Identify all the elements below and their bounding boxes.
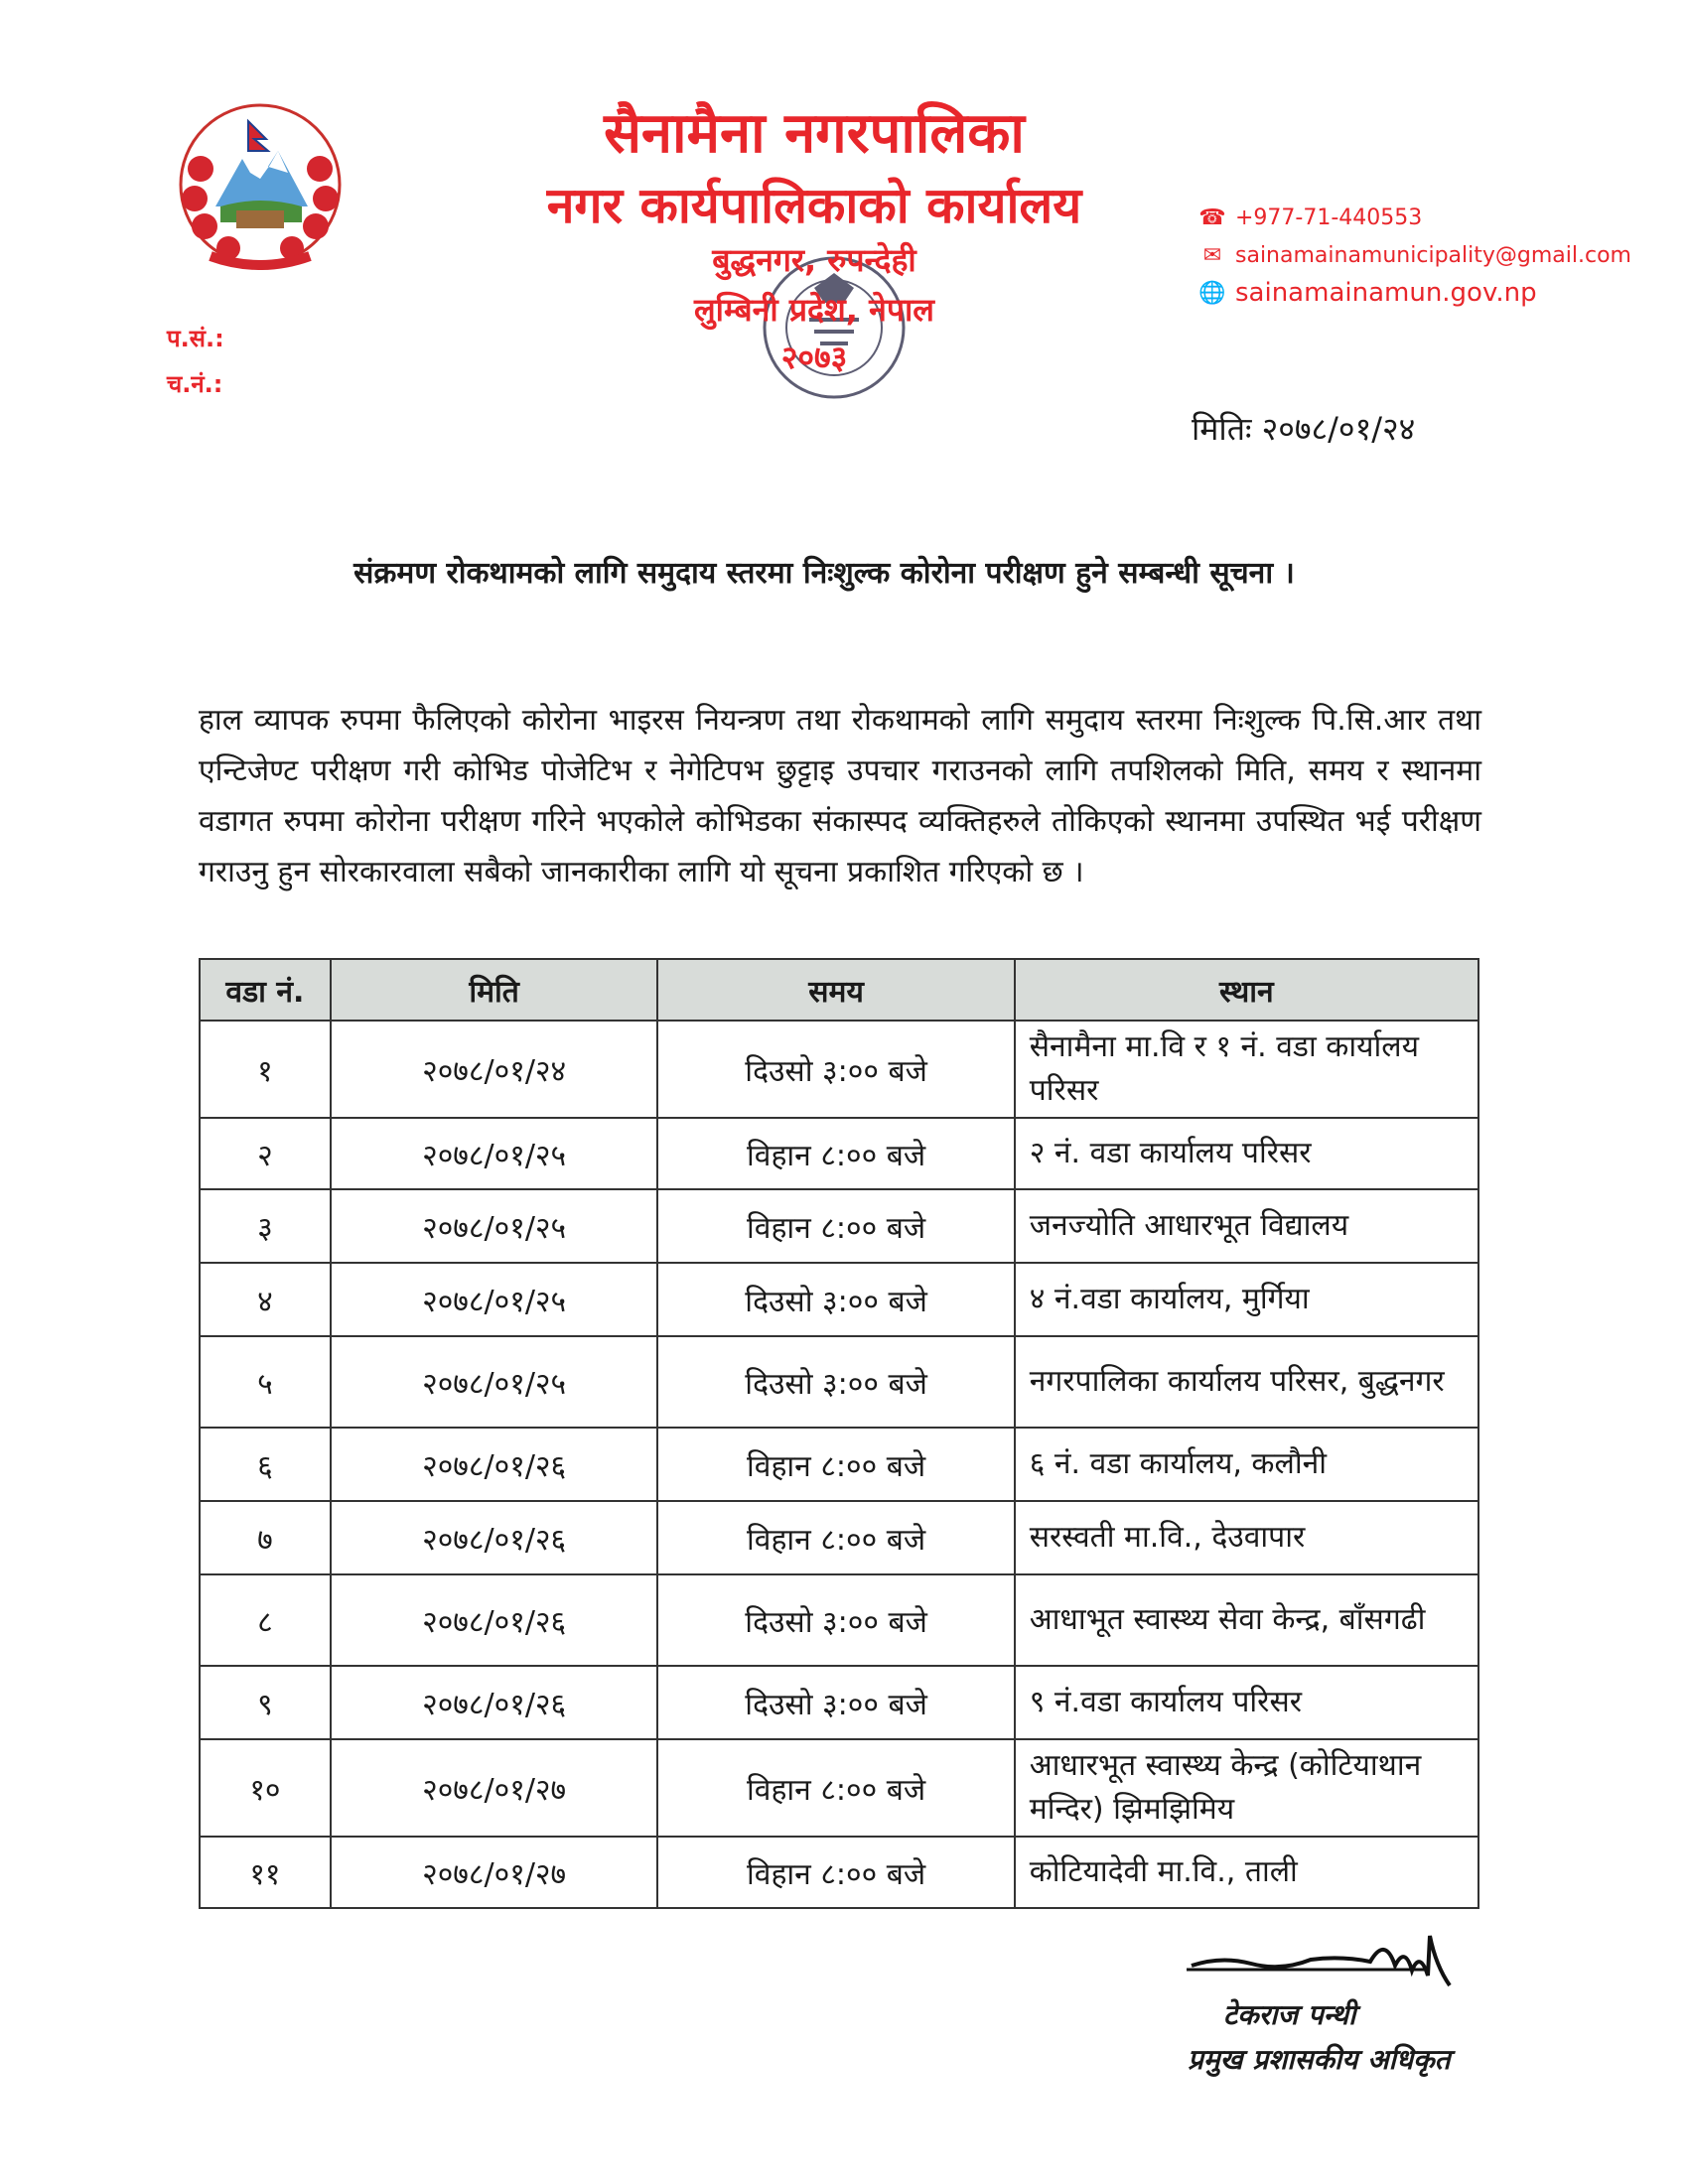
testing-schedule-table xyxy=(199,958,1479,1909)
document-date: मितिः २०७८/०१/२४ xyxy=(1192,410,1416,448)
table-row xyxy=(200,1263,1478,1336)
chalani-number-label: च.नं.: xyxy=(167,370,223,398)
header-time: समय xyxy=(657,959,1014,1021)
cell-time: विहान ८:०० बजे xyxy=(657,1428,1014,1501)
cell-time: विहान ८:०० बजे xyxy=(657,1501,1014,1574)
cell-ward: ११ xyxy=(200,1837,331,1908)
cell-place: नगरपालिका कार्यालय परिसर, बुद्धनगर xyxy=(1015,1336,1478,1428)
cell-place: ४ नं.वडा कार्यालय, मुर्गिया xyxy=(1015,1263,1478,1336)
email-address[interactable]: sainamainamunicipality@gmail.com xyxy=(1235,242,1631,268)
address-line-1: बुद्धनगर, रुपन्देही xyxy=(712,241,916,279)
table-row xyxy=(200,1428,1478,1501)
table-row xyxy=(200,1501,1478,1574)
notice-body: हाल व्यापक रुपमा फैलिएको कोरोना भाइरस नियन्त्रण तथा रोकथामको लागि समुदाय स्तरमा निःशुल्क पि.सि.आर तथा एन्टिजेण्ट परीक्षण गरी कोभिड पोजेटिभ र नेगेटिपभ छुट्टाइ उपचार गराउनको लागि तपशिलको मिति, समय र स्थानमा वडागत रुपमा कोरोना परीक्षण गरिने भएकोले कोभिडका संकास्पद व्यक्तिहरुले तोकिएको स्थानमा उपस्थित भई परीक्षण गराउनु हुन सोरकारवाला सबैको जानकारीका लागि यो सूचना प्रकाशित गरिएको छ । xyxy=(199,703,1481,889)
cell-place: आधारभूत स्वास्थ्य केन्द्र (कोटियाथान मन्दिर) झिमझिमिय xyxy=(1015,1739,1478,1837)
cell-ward: १० xyxy=(200,1739,331,1837)
cell-place: आधाभूत स्वास्थ्य सेवा केन्द्र, बाँसगढी xyxy=(1015,1574,1478,1666)
table-row xyxy=(200,1336,1478,1428)
table-row xyxy=(200,1021,1478,1118)
header-ward: वडा नं. xyxy=(200,959,331,1021)
cell-ward: १ xyxy=(200,1021,331,1118)
table-row xyxy=(200,1837,1478,1908)
nepal-emblem-icon xyxy=(171,99,350,270)
notice-subject: संक्रमण रोकथामको लागि समुदाय स्तरमा निःशुल्क कोरोना परीक्षण हुने सम्बन्धी सूचना । xyxy=(353,556,1295,591)
patra-sankhya-label: प.सं.: xyxy=(167,325,224,352)
signatory-designation: प्रमुख प्रशासकीय अधिकृत xyxy=(1188,2043,1451,2076)
header-date: मिति xyxy=(331,959,658,1021)
cell-place: जनज्योति आधारभूत विद्यालय xyxy=(1015,1189,1478,1263)
table-row xyxy=(200,1189,1478,1263)
cell-date: २०७८/०१/२७ xyxy=(331,1739,658,1837)
cell-ward: ९ xyxy=(200,1666,331,1739)
cell-date: २०७८/०१/२५ xyxy=(331,1263,658,1336)
cell-time: दिउसो ३:०० बजे xyxy=(657,1336,1014,1428)
cell-time: विहान ८:०० बजे xyxy=(657,1739,1014,1837)
cell-time: दिउसो ३:०० बजे xyxy=(657,1263,1014,1336)
cell-date: २०७८/०१/२४ xyxy=(331,1021,658,1118)
contact-phone xyxy=(1197,199,1664,236)
table-row xyxy=(200,1574,1478,1666)
cell-time: विहान ८:०० बजे xyxy=(657,1118,1014,1189)
cell-date: २०७८/०१/२६ xyxy=(331,1501,658,1574)
reference-block xyxy=(167,316,224,407)
table-row xyxy=(200,1118,1478,1189)
table-row xyxy=(200,1739,1478,1837)
signature-icon xyxy=(1182,1926,1509,1995)
table-header-row xyxy=(200,959,1478,1021)
cell-ward: ६ xyxy=(200,1428,331,1501)
table-row xyxy=(200,1666,1478,1739)
cell-ward: ३ xyxy=(200,1189,331,1263)
cell-time: दिउसो ३:०० बजे xyxy=(657,1666,1014,1739)
contact-block xyxy=(1197,199,1664,312)
cell-date: २०७८/०१/२५ xyxy=(331,1118,658,1189)
cell-ward: ४ xyxy=(200,1263,331,1336)
cell-ward: २ xyxy=(200,1118,331,1189)
email-icon: ✉ xyxy=(1202,242,1222,268)
web-icon: 🌐 xyxy=(1198,280,1226,306)
cell-time: विहान ८:०० बजे xyxy=(657,1837,1014,1908)
cell-place: ९ नं.वडा कार्यालय परिसर xyxy=(1015,1666,1478,1739)
address-line-2: लुम्बिनी प्रदेश, नेपाल xyxy=(693,291,935,329)
cell-ward: ५ xyxy=(200,1336,331,1428)
phone-icon: ☎ xyxy=(1198,205,1226,230)
cell-date: २०७८/०१/२६ xyxy=(331,1574,658,1666)
cell-date: २०७८/०१/२५ xyxy=(331,1336,658,1428)
cell-time: दिउसो ३:०० बजे xyxy=(657,1574,1014,1666)
cell-date: २०७८/०१/२७ xyxy=(331,1837,658,1908)
contact-web[interactable] xyxy=(1197,274,1664,312)
contact-email[interactable] xyxy=(1197,236,1664,274)
cell-date: २०७८/०१/२६ xyxy=(331,1428,658,1501)
website-url[interactable]: sainamainamun.gov.np xyxy=(1235,278,1537,308)
office-title: नगर कार्यपालिकाको कार्यालय xyxy=(546,177,1082,234)
cell-ward: ७ xyxy=(200,1501,331,1574)
cell-ward: ८ xyxy=(200,1574,331,1666)
cell-date: २०७८/०१/२५ xyxy=(331,1189,658,1263)
cell-date: २०७८/०१/२६ xyxy=(331,1666,658,1739)
cell-place: सरस्वती मा.वि., देउवापार xyxy=(1015,1501,1478,1574)
header-place: स्थान xyxy=(1015,959,1478,1021)
cell-place: ६ नं. वडा कार्यालय, कलौनी xyxy=(1015,1428,1478,1501)
cell-time: दिउसो ३:०० बजे xyxy=(657,1021,1014,1118)
phone-number: +977-71-440553 xyxy=(1235,205,1423,230)
signatory-name: टेकराज पन्थी xyxy=(1223,1998,1356,2031)
cell-time: विहान ८:०० बजे xyxy=(657,1189,1014,1263)
address-line-3: २०७३ xyxy=(780,339,848,376)
cell-place: सैनामैना मा.वि र १ नं. वडा कार्यालय परिसर xyxy=(1015,1021,1478,1118)
cell-place: कोटियादेवी मा.वि., ताली xyxy=(1015,1837,1478,1908)
municipality-title: सैनामैना नगरपालिका xyxy=(604,101,1025,166)
cell-place: २ नं. वडा कार्यालय परिसर xyxy=(1015,1118,1478,1189)
